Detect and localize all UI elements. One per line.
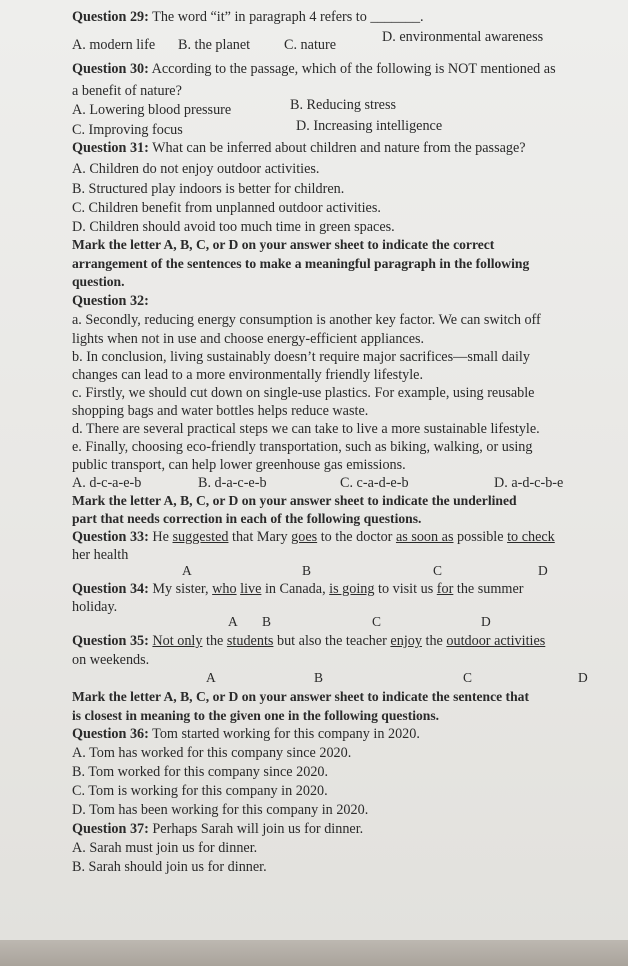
question-33-text-3: to the doctor [317,529,396,545]
instruction-arrangement-line3: question. [72,274,125,289]
question-33-letter-a: A [182,563,192,578]
question-30-stem [72,60,556,78]
question-32-option-a: A. d-c-a-e-b [72,475,142,491]
question-35-text-3: the [421,633,447,649]
question-34-underline-b: live [240,581,262,597]
question-32-option-d: D. a-d-c-b-e [494,475,564,491]
question-35-underline-d: outdoor activities [446,633,546,649]
question-34-label: Question 34: [72,581,149,597]
question-36-label: Question 36: [72,726,149,742]
question-35-stem [72,632,545,650]
question-31-stem [72,139,526,157]
question-33-underline-c: as soon as [395,529,454,545]
question-32-sentence-b-cont: changes can lead to a more environmentally friendly lifestyle. [72,367,424,383]
question-32-sentence-d: d. There are several practical steps we can take to live a more sustainable lifestyle. [72,421,540,437]
instruction-arrangement-line2: arrangement of the sentences to make a meaningful paragraph in the following [72,256,530,271]
instruction-meaning-line1: Mark the letter A, B, C, or D on your answer sheet to indicate the sentence that [72,689,529,704]
question-32-label: Question 32: [72,293,149,309]
question-29-stem [72,8,424,26]
question-29-option-b: B. the planet [178,37,251,53]
question-31-option-d: D. Children should avoid too much time in green spaces. [72,219,395,235]
question-36-option-b: B. Tom worked for this company since 2020. [72,764,329,780]
question-31-label: Question 31: [72,140,149,156]
question-30-option-a: A. Lowering blood pressure [72,102,232,118]
question-33-stem [72,528,555,546]
question-29-option-d: D. environmental awareness [382,29,544,45]
question-29-text: The word “it” in paragraph 4 refers to _______. [152,9,424,25]
question-33-stem-line2: her health [72,547,129,563]
question-34-letter-b: B [262,614,272,629]
question-35-letter-b: B [314,670,324,685]
question-33-letter-b: B [302,563,312,578]
question-32-sentence-b: b. In conclusion, living sustainably doesn’t require major sacrifices—small daily [72,349,530,365]
question-36-option-d: D. Tom has been working for this company in 2020. [72,802,369,818]
question-30-option-d: D. Increasing intelligence [296,118,443,134]
question-35-underline-a: Not only [152,633,203,649]
question-34-text-4: to visit us [374,581,437,597]
question-29-option-c: C. nature [284,37,337,53]
question-33-text-1: He [152,529,173,545]
question-35-letter-d: D [578,670,588,685]
desk-edge [0,940,628,966]
instruction-correction-line2: part that needs correction in each of the following questions. [72,511,422,526]
question-37-stem [72,820,363,838]
question-35-label: Question 35: [72,633,149,649]
question-30-label: Question 30: [72,61,149,77]
question-29-label: Question 29: [72,9,149,25]
instruction-correction-line1: Mark the letter A, B, C, or D on your answer sheet to indicate the underlined [72,493,517,508]
question-35-underline-c: enjoy [390,633,422,649]
question-34-text-3: in Canada, [261,581,330,597]
instruction-arrangement-line1: Mark the letter A, B, C, or D on your answer sheet to indicate the correct [72,237,495,252]
question-37-option-a: A. Sarah must join us for dinner. [72,840,258,856]
question-36-option-a: A. Tom has worked for this company since 2020. [72,745,352,761]
question-34-stem-line2: holiday. [72,599,118,615]
question-35-letter-c: C [463,670,473,685]
question-32-sentence-a-cont: lights when not in use and choose energy-efficient appliances. [72,331,425,347]
question-33-text-2: that Mary [228,529,292,545]
question-31-option-a: A. Children do not enjoy outdoor activities. [72,161,320,177]
question-35-underline-b: students [226,633,274,649]
question-34-stem [72,580,523,598]
question-34-underline-a: who [212,581,237,597]
question-35-stem-line2: on weekends. [72,652,150,668]
question-32-sentence-a: a. Secondly, reducing energy consumption is another key factor. We can switch off [72,312,541,328]
question-33-letter-c: C [433,563,443,578]
question-29-option-a: A. modern life [72,37,156,53]
question-32-sentence-e: e. Finally, choosing eco-friendly transportation, such as biking, walking, or using [72,439,533,455]
question-30-option-b: B. Reducing stress [290,97,397,113]
question-33-underline-a: suggested [172,529,229,545]
question-30-option-c: C. Improving focus [72,122,183,138]
question-30-stem-line2: a benefit of nature? [72,83,182,99]
question-32-option-b: B. d-a-c-e-b [198,475,267,491]
question-30-text: According to the passage, which of the following is NOT mentioned as [151,61,556,77]
question-33-text-4: possible [453,529,508,545]
question-35-text-2: but also the teacher [273,633,391,649]
question-33-letter-d: D [538,563,548,578]
question-34-letter-d: D [481,614,491,629]
question-36-option-c: C. Tom is working for this company in 2020. [72,783,328,799]
question-32-sentence-c-cont: shopping bags and water bottles helps reduce waste. [72,403,369,419]
question-34-letter-c: C [372,614,382,629]
question-37-option-b: B. Sarah should join us for dinner. [72,859,267,875]
question-35-text-1: the [202,633,227,649]
question-35-letter-a: A [206,670,216,685]
instruction-meaning-line2: is closest in meaning to the given one in the following questions. [72,708,440,723]
question-33-underline-b: goes [291,529,318,545]
question-34-letter-a: A [228,614,238,629]
question-34-underline-d: for [436,581,454,597]
question-34-text-5: the summer [453,581,524,597]
question-37-text: Perhaps Sarah will join us for dinner. [152,821,364,837]
question-36-stem [72,725,420,743]
question-33-underline-d: to check [507,529,555,545]
question-32-sentence-e-cont: public transport, can help lower greenhouse gas emissions. [72,457,406,473]
question-32-sentence-c: c. Firstly, we should cut down on single-use plastics. For example, using reusable [72,385,535,401]
question-37-label: Question 37: [72,821,149,837]
question-36-text: Tom started working for this company in 2020. [152,726,420,742]
question-33-label: Question 33: [72,529,149,545]
question-34-underline-c: is going [329,581,375,597]
question-31-text: What can be inferred about children and nature from the passage? [152,140,526,156]
question-32-option-c: C. c-a-d-e-b [340,475,409,491]
question-31-option-c: C. Children benefit from unplanned outdoor activities. [72,200,381,216]
question-34-text-1: My sister, [152,581,213,597]
question-31-option-b: B. Structured play indoors is better for children. [72,181,345,197]
